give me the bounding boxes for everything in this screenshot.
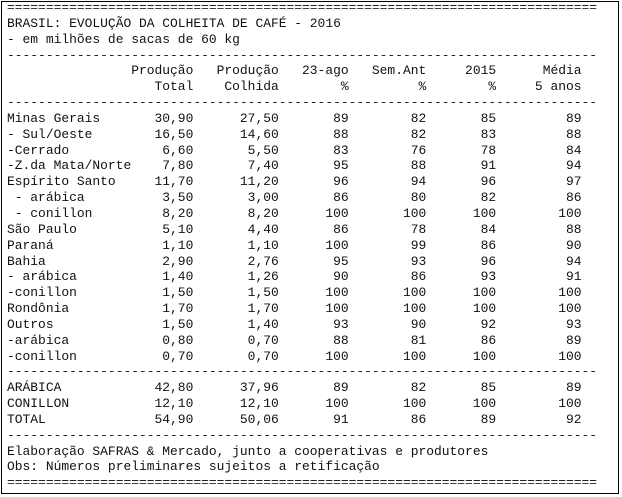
totals-row-arabica: ARÁBICA 42,80 37,96 89 82 85 89 — [7, 380, 582, 396]
table-row: - arábica 1,40 1,26 90 86 93 91 — [7, 269, 582, 285]
footer-source: Elaboração SAFRAS & Mercado, junto a cooperativas e produtores — [7, 443, 489, 459]
table-row: Espírito Santo 11,70 11,20 96 94 96 97 — [7, 174, 582, 190]
footer-note: Obs: Números preliminares sujeitos a retificação — [7, 459, 380, 475]
table-row: Minas Gerais 30,90 27,50 89 82 85 89 — [7, 110, 582, 126]
column-header-line-2: Total Colhida % % % 5 anos — [7, 79, 582, 95]
harvest-report — [7, 0, 597, 491]
table-row: - arábica 3,50 3,00 86 80 82 86 — [7, 190, 582, 206]
table-row: -conillon 1,50 1,50 100 100 100 100 — [7, 285, 582, 301]
totals-row-total: TOTAL 54,90 50,06 91 86 89 92 — [7, 411, 582, 427]
table-row: Rondônia 1,70 1,70 100 100 100 100 — [7, 301, 582, 317]
report-frame — [1, 1, 619, 494]
table-row: -Cerrado 6,60 5,50 83 76 78 84 — [7, 142, 582, 158]
table-row: -conillon 0,70 0,70 100 100 100 100 — [7, 348, 582, 364]
header-rule: ---------------------------------------------------------------------------- — [7, 47, 598, 63]
bottom-rule: ============================================================================ — [7, 475, 598, 491]
table-row: Outros 1,50 1,40 93 90 92 93 — [7, 316, 582, 332]
totals-row-conillon: CONILLON 12,10 12,10 100 100 100 100 — [7, 396, 582, 412]
table-row: São Paulo 5,10 4,40 86 78 84 88 — [7, 221, 582, 237]
report-subtitle: - em milhões de sacas de 60 kg — [7, 31, 240, 47]
table-row: Bahia 2,90 2,76 95 93 96 94 — [7, 253, 582, 269]
table-row: - conillon 8,20 8,20 100 100 100 100 — [7, 205, 582, 221]
footer-rule: ---------------------------------------------------------------------------- — [7, 427, 598, 443]
table-row: - Sul/Oeste 16,50 14,60 88 82 83 88 — [7, 126, 582, 142]
header-bottom-rule: ---------------------------------------------------------------------------- — [7, 95, 598, 111]
table-row: Paraná 1,10 1,10 100 99 86 90 — [7, 237, 582, 253]
column-header-line-1: Produção Produção 23-ago Sem.Ant 2015 Média — [7, 63, 582, 79]
table-row: -Z.da Mata/Norte 7,80 7,40 95 88 91 94 — [7, 158, 582, 174]
totals-rule: ---------------------------------------------------------------------------- — [7, 364, 598, 380]
report-title: BRASIL: EVOLUÇÃO DA COLHEITA DE CAFÉ - 2016 — [7, 15, 341, 31]
top-rule: ============================================================================ — [7, 0, 598, 15]
table-row: -arábica 0,80 0,70 88 81 86 89 — [7, 332, 582, 348]
